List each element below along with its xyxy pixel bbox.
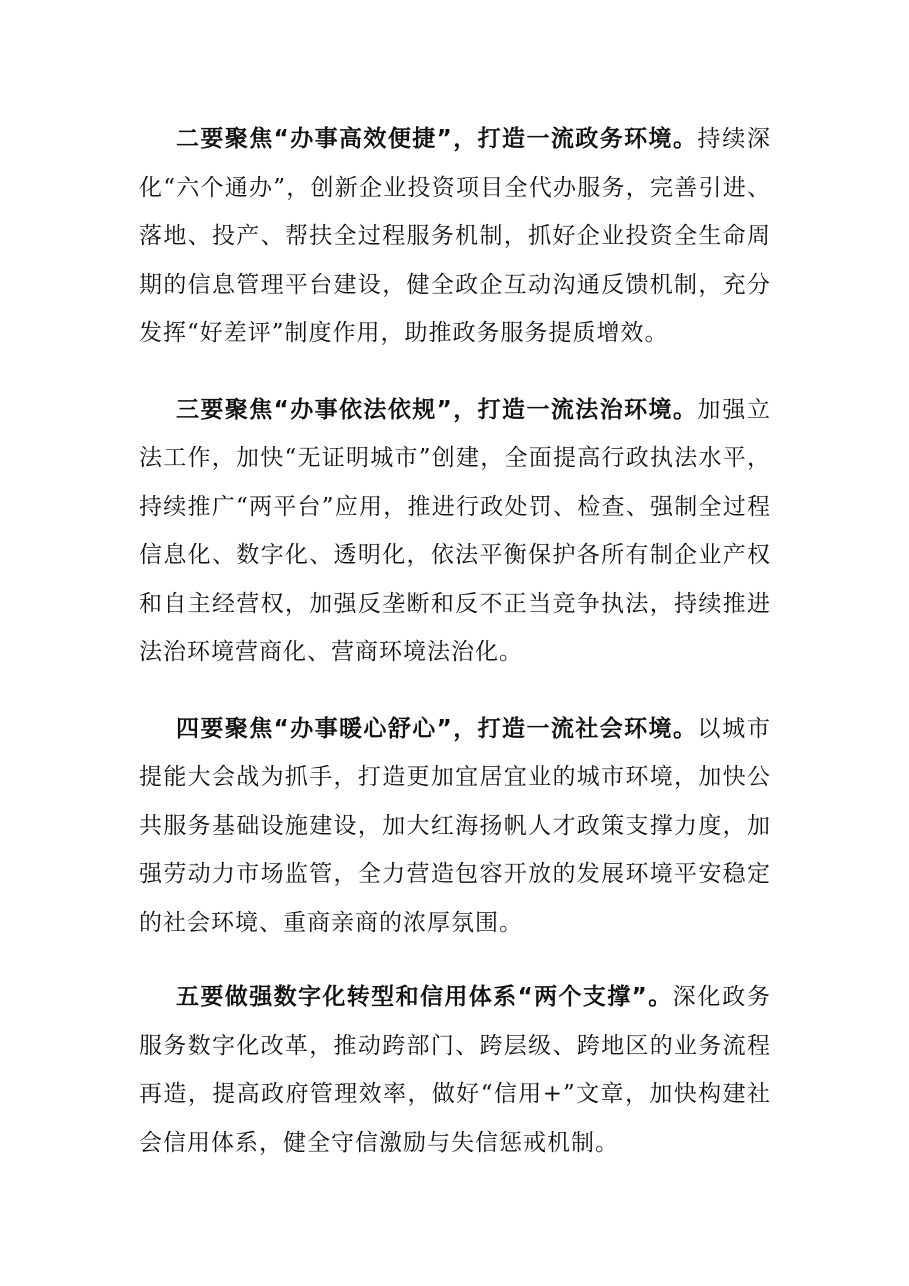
paragraph-heading: 五要做强数字化转型和信用体系“两个支撑”。: [176, 984, 673, 1010]
paragraph-2: [139, 115, 771, 358]
paragraph-body: 持续深化“六个通办”，创新企业投资项目全代办服务，完善引进、落地、投产、帮扶全过程服务机制，抓好企业投资全生命周期的信息管理平台建设，健全政企互动沟通反馈机制，充分发挥“好差评”制度作用，助推政务服务提质增效。: [139, 126, 772, 346]
paragraph-3: [139, 386, 771, 677]
paragraph-body: 深化政务服务数字化改革，推动跨部门、跨层级、跨地区的业务流程再造，提高政府管理效率，做好“信用+”文章，加快构建社会信用体系，健全守信激励与失信惩戒机制。: [139, 984, 772, 1156]
paragraph-heading: 二要聚焦“办事高效便捷”，打造一流政务环境。: [176, 126, 698, 152]
paragraph-body: 加强立法工作，加快“无证明城市”创建，全面提高行政执法水平，持续推广“两平台”应用，推进行政处罚、检查、强制全过程信息化、数字化、透明化，依法平衡保护各所有制企业产权和自主经营权，加强反垄断和反不正当竞争执法，持续推进法治环境营商化、营商环境法治化。: [139, 396, 772, 665]
paragraph-body: 以城市提能大会战为抓手，打造更加宜居宜业的城市环境，加快公共服务基础设施建设，加大红海扬帆人才政策支撑力度，加强劳动力市场监管，全力营造包容开放的发展环境平安稳定的社会环境、重商亲商的浓厚氛围。: [139, 715, 772, 936]
paragraph-4: [139, 705, 771, 948]
paragraph-5: [139, 973, 771, 1167]
paragraph-heading: 四要聚焦“办事暖心舒心”，打造一流社会环境。: [176, 715, 698, 742]
document-page: [139, 115, 771, 1193]
paragraph-heading: 三要聚焦“办事依法依规”，打造一流法治环境。: [176, 396, 698, 423]
